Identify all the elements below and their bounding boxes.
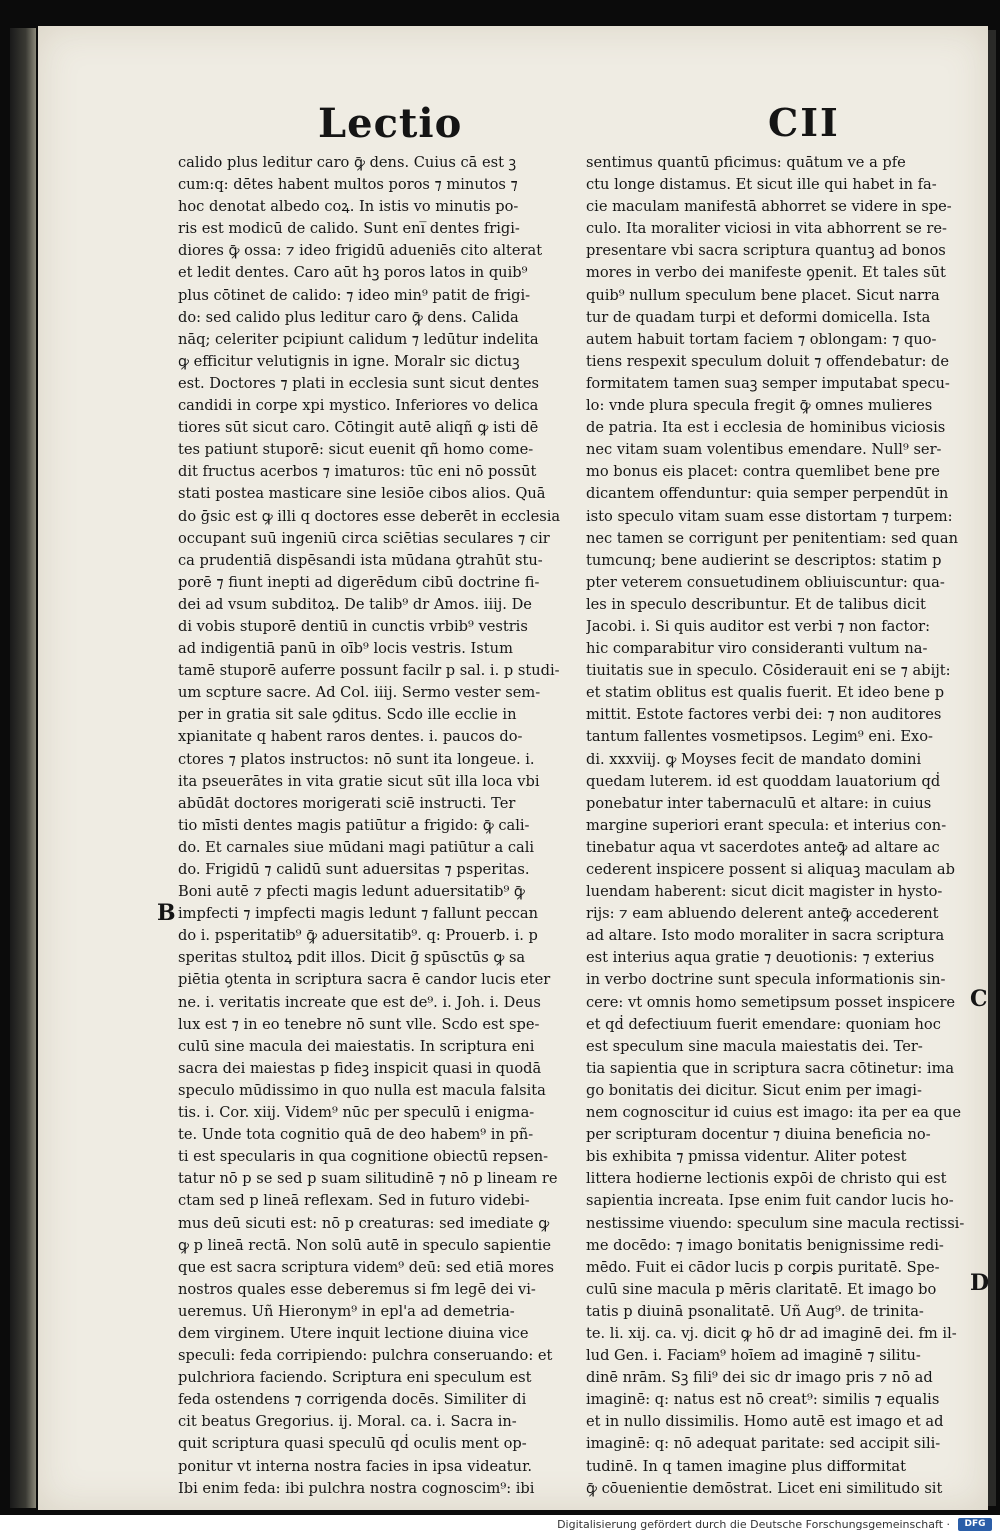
text-line: ꝙ̄ cōuenientie demōstrat. Licet eni similitudo sit <box>586 1479 943 1497</box>
text-line: piētia ꝯtenta in scriptura sacra ē candor lucis eter <box>178 971 551 989</box>
text-line: luendam haberent: sicut dicit magister in hysto- <box>586 883 943 901</box>
text-line: cere: vt omnis homo semetipsum posset inspicere <box>586 993 956 1011</box>
text-line: go bonitatis dei dicitur. Sicut enim per imagi- <box>586 1081 922 1099</box>
text-line: dei ad vsum subditoꝝ. De talib⁹ dr Amos. iiij. De <box>178 595 532 613</box>
text-line: per in gratia sit sale ꝯditus. Scdo ille ecclie in <box>178 706 517 724</box>
text-line: dicantem offenduntur: quia semper perpendūt in <box>586 485 949 503</box>
text-line: pulchriora faciendo. Scriptura eni speculum est <box>178 1369 532 1387</box>
text-line: tamē stuporē auferre possunt facilr p sal. i. p studi- <box>178 662 560 680</box>
text-line: est interius aqua gratie ⁊ deuotionis: ⁊ exterius <box>586 949 935 967</box>
text-line: speritas stultoꝝ pdit illos. Dicit ḡ spūsctūs ꝙ sa <box>178 949 526 967</box>
text-line: culū sine macula dei maiestatis. In scriptura eni <box>178 1037 535 1055</box>
text-line: sacra dei maiestas p fideꝫ inspicit quasi in quodā <box>178 1059 542 1077</box>
text-line: occupant suū ingeniū circa sciētias seculares ⁊ cir <box>178 529 550 547</box>
text-line: formitatem tamen suaꝫ semper imputabat specu- <box>586 374 950 392</box>
text-line: plus cōtinet de calido: ⁊ ideo min⁹ patit de frigi- <box>178 286 531 304</box>
text-line: xpianitate q habent raros dentes. i. paucos do- <box>178 728 523 746</box>
text-line: mittit. Estote factores verbi dei: ⁊ non auditores <box>586 706 942 724</box>
text-line: ad indigentiā panū in oīb⁹ locis vestris. Istum <box>178 640 513 658</box>
text-line: et ledit dentes. Caro aūt hꝫ poros latos in quib⁹ <box>178 264 528 282</box>
text-line: margine superiori erant specula: et interius con- <box>586 816 947 834</box>
text-line: do ḡsic est ꝙ illi q doctores esse deberēt in ecclesia <box>178 507 561 525</box>
text-column-right <box>586 152 976 1500</box>
text-line: ctu longe distamus. Et sicut ille qui habet in fa- <box>586 176 937 194</box>
marginal-letter-c: C <box>970 986 988 1012</box>
text-line: est speculum sine macula maiestatis dei. Ter- <box>586 1037 923 1055</box>
text-line: bis exhibita ⁊ pmissa videntur. Aliter potest <box>586 1148 907 1166</box>
text-line: imaginē: q: nō adequat paritate: sed accipit sili- <box>586 1435 941 1453</box>
text-line: di vobis stuporē dentiū in cunctis vrbib⁹ vestris <box>178 617 528 635</box>
text-line: Ibi enim feda: ibi pulchra nostra cognoscim⁹: ibi <box>178 1479 535 1497</box>
text-line: calido plus leditur caro ꝙ̄ dens. Cuius cā est ꝫ <box>178 154 517 171</box>
text-line: tio mīsti dentes magis patiūtur a frigido: ꝙ̄ cali- <box>178 816 530 834</box>
text-line: mēdo. Fuit ei cādor lucis p corꝑis puritatē. Spe- <box>586 1258 940 1276</box>
text-line: tia sapientia que in scriptura sacra cōtinetur: ima <box>586 1059 955 1077</box>
text-line: ꝙ p lineā rectā. Non solū autē in speculo sapientie <box>178 1236 551 1254</box>
text-line: mus deū sicuti est: nō p creaturas: sed imediate ꝙ <box>178 1214 550 1232</box>
text-line: dit fructus acerbos ⁊ imaturos: tūc eni nō possūt <box>178 463 537 481</box>
text-line: lux est ⁊ in eo tenebre nō sunt vlle. Scdo est spe- <box>178 1015 540 1033</box>
text-line: ca prudentiā dispēsandi ista mūdana ꝯtrahūt stu- <box>178 551 543 569</box>
text-line: de patria. Ita est i ecclesia de hominibus viciosis <box>586 419 946 437</box>
text-line: est. Doctores ⁊ plati in ecclesia sunt sicut dentes <box>178 374 539 392</box>
text-line: lud Gen. i. Faciam⁹ hoīem ad imaginē ⁊ silitu- <box>586 1347 921 1365</box>
text-line: mores in verbo dei manifeste ꝯpenit. Et tales sūt <box>586 264 946 282</box>
text-line: nec tamen se corrigunt per penitentiam: sed quan <box>586 529 959 547</box>
text-line: cie maculam manifestā abhorret se videre in spe- <box>586 198 952 216</box>
text-line: ponebatur inter tabernaculū et altare: in cuius <box>586 794 932 812</box>
text-line: que est sacra scriptura videm⁹ deū: sed etiā mores <box>178 1258 555 1276</box>
text-line: ita pseuerātes in vita gratie sicut sūt illa loca vbi <box>178 772 540 790</box>
text-line: nestissime viuendo: speculum sine macula rectissi- <box>586 1214 965 1232</box>
text-line: sentimus quantū pficimus: quātum ve a pfe <box>586 154 906 171</box>
text-line: ti est specularis in qua cognitione obiectū repsen- <box>178 1148 549 1166</box>
text-line: um scpture sacre. Ad Col. iiij. Sermo vester sem- <box>178 684 541 702</box>
text-line: dinē nrām. Sꝫ fili⁹ dei sic dr imago pris ⁊ nō ad <box>586 1369 933 1387</box>
text-line: me docēdo: ⁊ imago bonitatis benignissime redi- <box>586 1236 944 1254</box>
running-head-left: Lectio <box>318 100 463 147</box>
text-line: te. Unde tota cognitio quā de deo habem⁹ in pñ- <box>178 1126 534 1144</box>
text-line: do i. psperitatib⁹ ꝙ̄ aduersitatib⁹. q: Prouerb. i. p <box>178 927 538 945</box>
text-line: speculi: feda corripiendo: pulchra conseruando: et <box>178 1347 553 1365</box>
text-line: cit beatus Gregorius. ij. Moral. ca. i. Sacra in- <box>178 1413 517 1431</box>
text-line: imaginē: q: natus est nō creat⁹: similis ⁊ equalis <box>586 1391 940 1409</box>
marginal-letter-d: D <box>970 1270 990 1296</box>
text-line: candidi in corpe xpi mystico. Inferiores vo delica <box>178 397 539 415</box>
text-line: ctam sed p lineā reflexam. Sed in futuro videbi- <box>178 1192 530 1210</box>
text-line: nāq; celeriter pcipiunt calidum ⁊ ledūtur indelita <box>178 330 539 348</box>
text-line: tatis p diuinā psonalitatē. Uñ Aug⁹. de trinita- <box>586 1302 924 1320</box>
text-line: dem virginem. Utere inquit lectione diuina vice <box>178 1324 529 1342</box>
footer-bar <box>0 1515 1000 1535</box>
text-line: di. xxxviij. ꝙ Moyses fecit de mandato domini <box>586 750 922 768</box>
dfg-logo: DFG <box>958 1518 992 1531</box>
text-line: les in speculo describuntur. Et de talibus dicit <box>586 595 926 613</box>
text-line: diores ꝙ̄ ossa: ⁊ ideo frigidū adueniēs cito alterat <box>178 242 543 260</box>
text-line: autem habuit tortam faciem ⁊ oblongam: ⁊ quo- <box>586 330 937 348</box>
text-line: tiores sūt sicut caro. Cōtingit autē aliqñ ꝙ isti dē <box>178 419 539 437</box>
text-line: Jacobi. i. Si quis auditor est verbi ⁊ non factor: <box>586 617 931 635</box>
text-line: presentare vbi sacra scriptura quantuꝫ ad bonos <box>586 242 946 260</box>
text-line: et statim oblitus est qualis fuerit. Et ideo bene p <box>586 684 945 702</box>
text-line: tudinē. In q tamen imagine plus difformitat <box>586 1457 906 1475</box>
text-line: tur de quadam turpi et deformi domicella. Ista <box>586 308 931 326</box>
text-line: nostros quales esse deberemus si fm legē dei vi- <box>178 1280 536 1298</box>
text-line: ponitur vt interna nostra facies in ipsa videatur. <box>178 1457 533 1475</box>
text-line: ꝙ efficitur velutignis in igne. Moralr sic dictuꝫ <box>178 352 520 370</box>
text-line: ctores ⁊ platos instructos: nō sunt ita longeue. i. <box>178 750 535 768</box>
text-line: hoc denotat albedo coꝝ. In istis vo minutis po- <box>178 198 519 216</box>
text-line: te. li. xij. ca. vj. dicit ꝙ hō dr ad imaginē dei. fm il- <box>586 1324 957 1342</box>
text-line: Boni autē ⁊ pfecti magis ledunt aduersitatib⁹ ꝙ̄ <box>178 883 525 901</box>
text-line: nec vitam suam volentibus emendare. Null⁹ ser- <box>586 441 942 459</box>
text-line: cum:q: dētes habent multos poros ⁊ minutos ⁊ <box>178 176 518 194</box>
text-line: culū sine macula p mēris claritatē. Et imago bo <box>586 1280 937 1298</box>
text-line: cederent inspicere possent si aliquaꝫ maculam ab <box>586 861 955 878</box>
text-line: porē ⁊ fiunt inepti ad digerēdum cibū doctrine fi- <box>178 573 540 591</box>
marginal-letter-b: B <box>157 900 176 926</box>
text-line: quedam luterem. id est quoddam lauatorium qḋ <box>586 772 941 790</box>
text-line: ueremus. Uñ Hieronym⁹ in epl'a ad demetria- <box>178 1302 515 1320</box>
text-line: ad altare. Isto modo moraliter in sacra scriptura <box>586 927 945 945</box>
text-line: in verbo doctrine sunt specula informationis sin- <box>586 971 946 989</box>
text-line: speculo mūdissimo in quo nulla est macula falsita <box>178 1081 546 1099</box>
text-line: abūdāt doctores morigerati sciē instructi. Ter <box>178 794 516 812</box>
text-column-left <box>178 152 568 1500</box>
text-line: tiuitatis sue in speculo. Cōsiderauit eni se ⁊ abijt: <box>586 662 951 680</box>
text-line: isto speculo vitam suam esse distortam ⁊ turpem: <box>586 507 953 525</box>
text-line: ne. i. veritatis increate que est de⁹. i. Joh. i. Deus <box>178 993 541 1011</box>
text-line: tatur nō p se sed p suam silitudinē ⁊ nō p lineam re <box>178 1170 558 1188</box>
text-line: pter veterem consuetudinem obliuiscuntur: qua- <box>586 573 945 591</box>
text-line: mo bonus eis placet: contra quemlibet bene pre <box>586 463 940 481</box>
text-line: nem cognoscitur id cuius est imago: ita per ea que <box>586 1104 961 1122</box>
text-line: per scripturam docentur ⁊ diuina beneficia no- <box>586 1126 931 1144</box>
text-line: impfecti ⁊ impfecti magis ledunt ⁊ fallunt peccan <box>178 905 539 923</box>
page-right-edge <box>988 30 996 1506</box>
text-line: quib⁹ nullum speculum bene placet. Sicut narra <box>586 286 940 304</box>
text-line: quit scriptura quasi speculū qḋ oculis ment op- <box>178 1435 527 1453</box>
text-line: tantum fallentes vosmetipsos. Legim⁹ eni. Exo- <box>586 728 933 746</box>
text-line: rijs: ⁊ eam abluendo delerent anteꝙ̄ accederent <box>586 905 939 923</box>
text-line: ris est modicū de calido. Sunt eni̅ dentes frigi- <box>178 220 520 238</box>
text-line: tes patiunt stuporē: sicut euenit qñ homo come- <box>178 441 534 459</box>
text-line: do. Et carnales siue mūdani magi patiūtur a cali <box>178 838 535 856</box>
running-head-right: CII <box>768 100 840 145</box>
text-line: tiens respexit speculum doluit ⁊ offendebatur: de <box>586 352 950 370</box>
text-line: et qḋ defectiuum fuerit emendare: quoniam hoc <box>586 1015 941 1033</box>
text-line: culo. Ita moraliter viciosi in vita abhorrent se re- <box>586 220 947 238</box>
text-line: lo: vnde plura specula fregit ꝙ̄ omnes mulieres <box>586 397 933 415</box>
text-line: littera hodierne lectionis expōi de christo qui est <box>586 1170 947 1188</box>
text-line: do: sed calido plus leditur caro ꝙ̄ dens. Calida <box>178 308 519 326</box>
footer-credit: Digitalisierung gefördert durch die Deutsche Forschungsgemeinschaft · <box>557 1518 950 1531</box>
text-line: hic comparabitur viro consideranti vultum na- <box>586 640 928 658</box>
text-line: stati postea masticare sine lesiōe cibos alios. Quā <box>178 485 546 503</box>
text-line: tumcunq; bene audierint se descriptos: statim p <box>586 551 942 569</box>
text-line: sapientia increata. Ipse enim fuit candor lucis ho- <box>586 1192 954 1210</box>
text-line: tinebatur aqua vt sacerdotes anteꝙ̄ ad altare ac <box>586 838 940 856</box>
text-line: feda ostendens ⁊ corrigenda docēs. Similiter di <box>178 1391 527 1409</box>
text-line: et in nullo dissimilis. Homo autē est imago et ad <box>586 1413 944 1431</box>
text-line: do. Frigidū ⁊ calidū sunt aduersitas ⁊ psperitas. <box>178 861 530 878</box>
text-line: tis. i. Cor. xiij. Videm⁹ nūc per speculū i enigma- <box>178 1104 535 1122</box>
book-gutter-edge <box>10 28 36 1508</box>
